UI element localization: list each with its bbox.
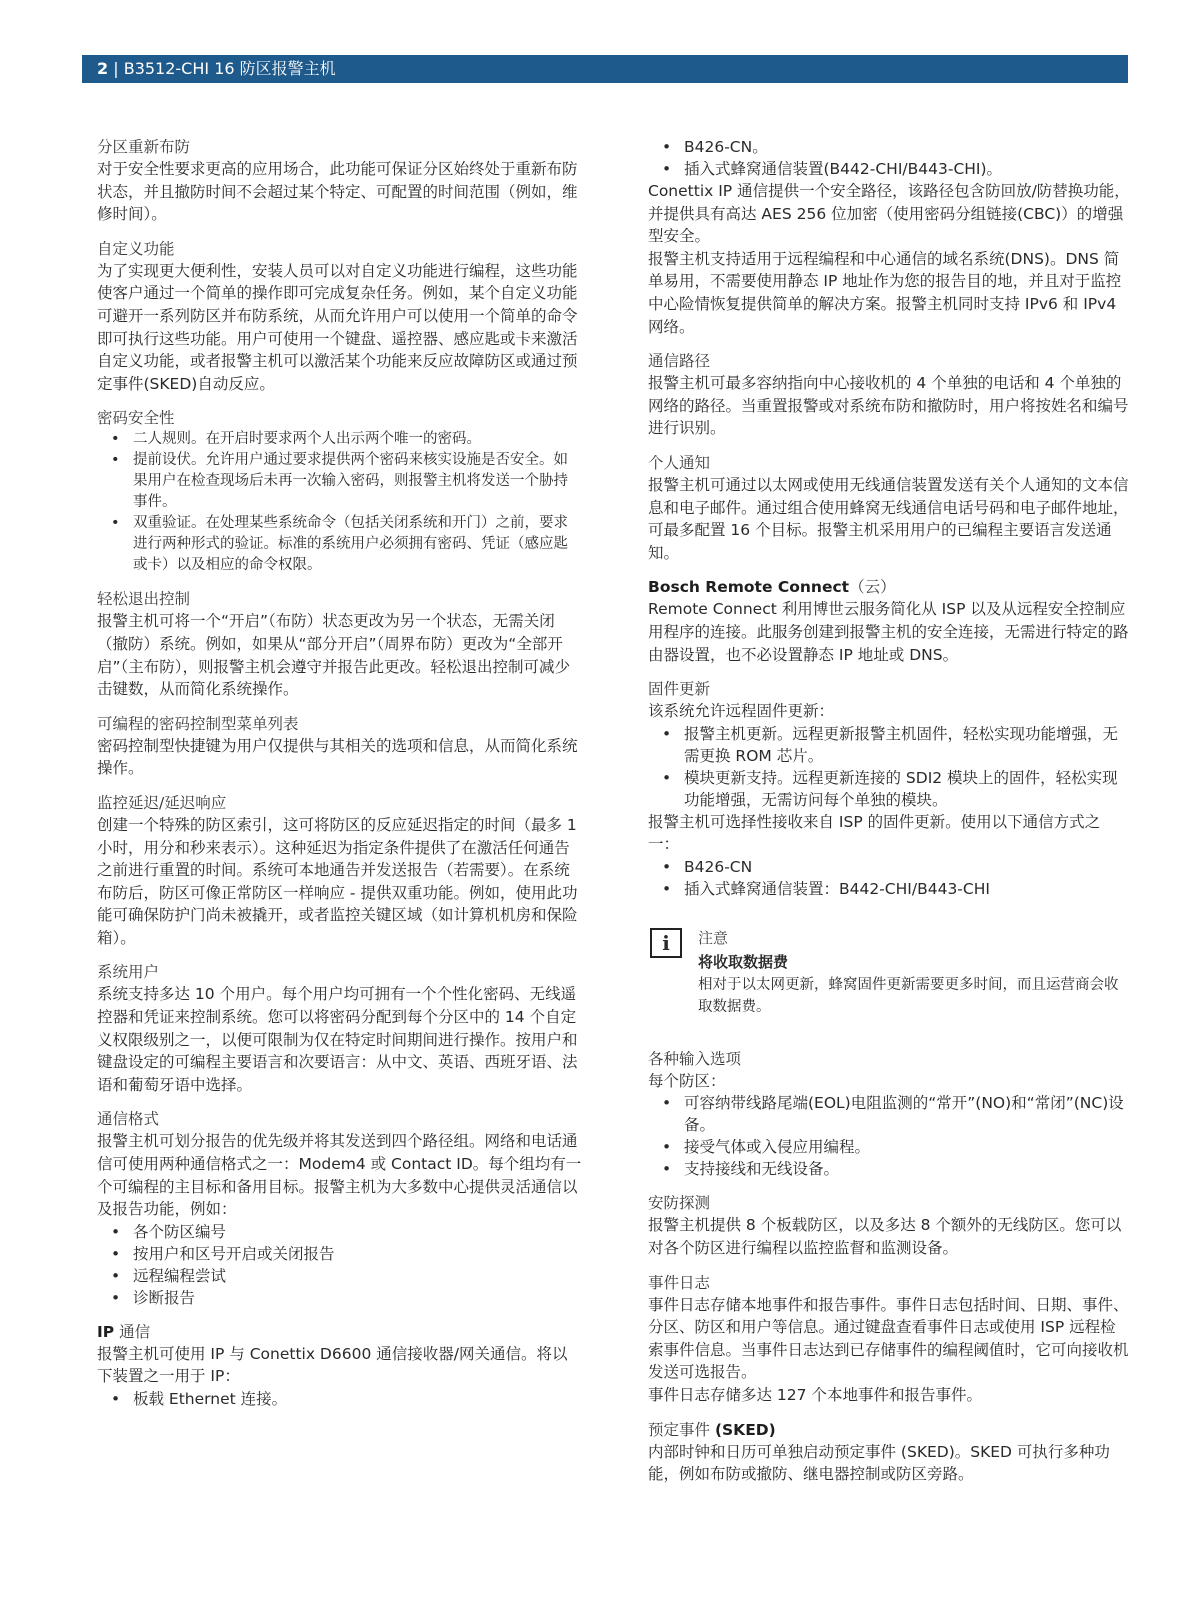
section-heading-bold: IP — [97, 1322, 115, 1341]
section-communication-formats — [97, 1108, 582, 1308]
section-body: 报警主机支持适用于远程编程和中心通信的域名系统(DNS)。DNS 简单易用，不需要使用静态 IP 地址作为您的报告目的地，并且对于监控中心险情恢复提供简单的解决方案。报警主机同时支持 IPv6 和 IPv4 网络。 — [648, 249, 1122, 336]
bullet-list — [648, 136, 1130, 180]
list-item: • 板载 Ethernet 连接。 — [97, 1388, 582, 1410]
section-firmware-updates — [648, 678, 1130, 900]
list-item: • 接受气体或入侵应用编程。 — [648, 1136, 1130, 1158]
section-communication-paths — [648, 350, 1130, 440]
section-easy-exit-control — [97, 588, 582, 700]
section-input-options — [648, 1048, 1130, 1181]
section-heading: 事件日志 — [648, 1273, 711, 1292]
section-body: 报警主机可使用 IP 与 Conettix D6600 通信接收器/网关通信。将以下装置之一用于 IP： — [97, 1344, 568, 1386]
section-body: 每个防区： — [648, 1071, 726, 1090]
section-body: 报警主机可将一个“开启”（布防）状态更改为另一个状态，无需关闭（撤防）系统。例如，如果从“部分开启”（周界布防）更改为“全部开启”（主布防），则报警主机会遵守并报告此更改。轻松退出控制可减少击键数，从而简化系统操作。 — [97, 612, 571, 699]
list-item: • 插入式蜂窝通信装置(B442-CHI/B443-CHI)。 — [648, 158, 1130, 180]
section-body: 创建一个特殊的防区索引，这可将防区的反应延迟指定的时间（最多 1 小时，用分和秒来表示）。这种延迟为指定条件提供了在激活任何通告之前进行重置的时间。系统可本地通告并发送报告（若需要）。在系统布防后，防区可像正常防区一样响应 - 提供双重功能。例如，使用此功能可确保防护门尚未被撬开，或者监控关键区域（如计算机机房和保险箱）。 — [97, 815, 578, 947]
list-item: • 模块更新支持。远程更新连接的 SDI2 模块上的固件，轻松实现功能增强，无需访问每个单独的模块。 — [648, 767, 1130, 811]
section-body: 报警主机可选择性接收来自 ISP 的固件更新。使用以下通信方式之一： — [648, 812, 1101, 854]
left-column — [97, 136, 582, 1422]
page-number: 2 — [97, 59, 109, 78]
section-ip-communication-continued — [648, 136, 1130, 338]
section-system-users — [97, 961, 582, 1096]
section-body: Conettix IP 通信提供一个安全路径，该路径包含防回放/防替换功能，并提供具有高达 AES 256 位加密（使用密码分组链接(CBC)）的增强型安全。 — [648, 182, 1130, 246]
section-heading: 轻松退出控制 — [97, 590, 191, 609]
page-header-bar — [82, 55, 1128, 83]
section-body: 事件日志存储多达 127 个本地事件和报告事件。 — [648, 1386, 982, 1405]
list-item: • 双重验证。在处理某些系统命令（包括关闭系统和开门）之前，要求进行两种形式的验证。标准的系统用户必须拥有密码、凭证（感应匙或卡）以及相应的命令权限。 — [97, 513, 582, 576]
list-item: • 远程编程尝试 — [97, 1265, 582, 1287]
section-body: 内部时钟和日历可单独启动预定事件 (SKED)。SKED 可执行多种功能，例如布防或撤防、继电器控制或防区旁路。 — [648, 1442, 1110, 1484]
section-heading: 个人通知 — [648, 453, 711, 472]
bullet-list — [97, 1221, 582, 1309]
section-body: 报警主机可通过以太网或使用无线通信装置发送有关个人通知的文本信息和电子邮件。通过组合使用蜂窝无线通信电话号码和电子邮件地址，可最多配置 16 个目标。报警主机采用用户的已编程主要语言发送通知。 — [648, 475, 1129, 562]
list-item: • 诊断报告 — [97, 1287, 582, 1309]
section-heading — [648, 576, 1130, 598]
list-item: • 支持接线和无线设备。 — [648, 1158, 1130, 1180]
section-body: 密码控制型快捷键为用户仅提供与其相关的选项和信息，从而简化系统操作。 — [97, 736, 578, 778]
section-heading-text: 通信 — [114, 1322, 151, 1341]
note-label: 注意 — [698, 928, 729, 947]
section-watch-delay — [97, 792, 582, 950]
section-area-rearm — [97, 136, 582, 226]
section-heading: 密码安全性 — [97, 409, 175, 428]
note-box — [648, 926, 1130, 1018]
bullet-list — [97, 1388, 582, 1410]
section-scheduled-events — [648, 1419, 1130, 1486]
list-item: • B426-CN。 — [648, 136, 1130, 158]
section-heading-bold: (SKED) — [714, 1420, 776, 1439]
document-title: | B3512-CHI 16 防区报警主机 — [113, 59, 336, 78]
list-item: • B426-CN — [648, 856, 1130, 878]
list-item: • 提前设伏。允许用户通过要求提供两个密码来核实设施是否安全。如果用户在检查现场后未再一次输入密码，则报警主机将发送一个胁持事件。 — [97, 450, 582, 513]
section-heading: 固件更新 — [648, 680, 711, 699]
section-body: 对于安全性要求更高的应用场合，此功能可保证分区始终处于重新布防状态，并且撤防时间不会超过某个特定、可配置的时间范围（例如，维修时间）。 — [97, 160, 578, 224]
section-heading-text: 预定事件 — [648, 1420, 715, 1439]
list-item: • 可容纳带线路尾端(EOL)电阻监测的“常开”(NO)和“常闭”(NC)设备。 — [648, 1092, 1130, 1136]
note-body: 相对于以太网更新，蜂窝固件更新需要更多时间，而且运营商会收取数据费。 — [698, 976, 1119, 1015]
section-heading — [648, 1419, 1130, 1441]
section-body: 报警主机可划分报告的优先级并将其发送到四个路径组。网络和电话通信可使用两种通信格式之一：Modem4 或 Contact ID。每个组均有一个可编程的主目标和备用目标。报警主机为大多数中心提供灵活通信以及报告功能，例如： — [97, 1132, 582, 1219]
section-body: 为了实现更大便利性，安装人员可以对自定义功能进行编程，这些功能使客户通过一个简单的操作即可完成复杂任务。例如，某个自定义功能可避开一系列防区并布防系统，从而允许用户可以使用一个简单的命令即可执行这些功能。用户可使用一个键盘、遥控器、感应匙或卡来激活自定义功能，或者报警主机可以激活某个功能来反应故障防区或通过预定事件(SKED)自动反应。 — [97, 261, 578, 393]
section-body: Remote Connect 利用博世云服务简化从 ISP 以及从远程安全控制应用程序的连接。此服务创建到报警主机的安全连接，无需进行特定的路由器设置，也不必设置静态 IP 地址或 DNS。 — [648, 600, 1129, 664]
section-ip-communication — [97, 1321, 582, 1410]
section-heading: 分区重新布防 — [97, 138, 191, 156]
list-item: • 各个防区编号 — [97, 1221, 582, 1243]
list-item: • 报警主机更新。远程更新报警主机固件，轻松实现功能增强，无需更换 ROM 芯片。 — [648, 723, 1130, 767]
section-heading: 安防探测 — [648, 1194, 711, 1213]
section-body: 报警主机提供 8 个板载防区，以及多达 8 个额外的无线防区。您可以对各个防区进行编程以监控监督和监测设备。 — [648, 1216, 1122, 1258]
section-body: 报警主机可最多容纳指向中心接收机的 4 个单独的电话和 4 个单独的网络的路径。当重置报警或对系统布防和撤防时，用户将按姓名和编号进行识别。 — [648, 374, 1129, 438]
section-body: 系统支持多达 10 个用户。每个用户均可拥有一个个性化密码、无线遥控器和凭证来控制系统。您可以将密码分配到每个分区中的 14 个自定义权限级别之一，以便可限制为仅在特定时间期间进行操作。按用户和键盘设定的可编程主要语言和次要语言：从中文、英语、西班牙语、法语和葡萄牙语中选择。 — [97, 985, 578, 1094]
section-heading — [97, 1321, 582, 1343]
section-heading: 监控延迟/延迟响应 — [97, 793, 227, 812]
bullet-list — [648, 856, 1130, 900]
section-heading: 通信路径 — [648, 352, 711, 371]
right-column — [648, 136, 1130, 1498]
section-body: 该系统允许远程固件更新： — [648, 702, 835, 721]
section-heading: 自定义功能 — [97, 239, 175, 258]
list-item: • 二人规则。在开启时要求两个人出示两个唯一的密码。 — [97, 429, 582, 450]
bullet-list — [648, 1092, 1130, 1180]
note-title: 将收取数据费 — [698, 952, 789, 971]
list-item: • 按用户和区号开启或关闭报告 — [97, 1243, 582, 1265]
section-heading: 通信格式 — [97, 1110, 160, 1129]
section-heading-text: （云） — [849, 578, 896, 597]
section-passcode-menu — [97, 713, 582, 780]
section-heading: 可编程的密码控制型菜单列表 — [97, 714, 299, 733]
section-heading: 各种输入选项 — [648, 1049, 742, 1068]
section-passcode-security — [97, 407, 582, 576]
section-custom-functions — [97, 238, 582, 396]
section-body: 事件日志存储本地事件和报告事件。事件日志包括时间、日期、事件、分区、防区和用户等信息。通过键盘查看事件日志或使用 ISP 远程检索事件信息。当事件日志达到已存储事件的编程阈值时，它可向接收机发送可选报告。 — [648, 1295, 1129, 1382]
section-event-log — [648, 1272, 1130, 1407]
bullet-list — [97, 429, 582, 576]
section-heading-bold: Bosch Remote Connect — [648, 578, 850, 597]
bullet-list — [648, 723, 1130, 811]
list-item: • 插入式蜂窝通信装置：B442-CHI/B443-CHI — [648, 878, 1130, 900]
section-heading: 系统用户 — [97, 963, 160, 982]
section-personal-notification — [648, 452, 1130, 564]
section-remote-connect — [648, 576, 1130, 666]
section-security-detection — [648, 1192, 1130, 1259]
info-icon: i — [650, 928, 682, 958]
